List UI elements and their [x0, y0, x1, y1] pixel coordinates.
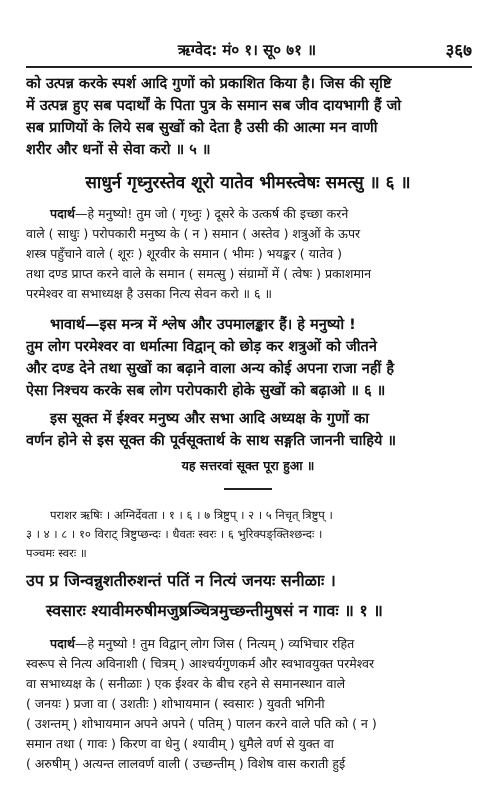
- section-divider: [224, 488, 272, 490]
- mantra-line: उप प्र जिन्वन्नुशतीरुशन्तं पतिं न नित्यं जनयः सनीळाः ।: [26, 571, 336, 590]
- sukta-summary: [26, 408, 470, 452]
- page-number: ३६७: [445, 41, 472, 61]
- text-line: ऐसा निश्चय करके सब लोग परोपकारी होके सुखों को बढ़ाओ ॥ ६ ॥: [26, 383, 386, 399]
- continuation-paragraph: [26, 73, 470, 161]
- padartha-label: पदार्थ: [50, 636, 75, 651]
- sukta-end-note: यह सत्तरवां सूक्त पूरा हुआ ॥: [181, 458, 315, 473]
- header-rule: [26, 66, 472, 68]
- text-line: ( उशन्तम् ) शोभायमान अपने अपने ( पतिम् ) पालन करने वाले पति को ( न ): [26, 716, 377, 731]
- padartha-6: [26, 204, 470, 304]
- bhavartha-6: [26, 314, 470, 402]
- text-line: शस्त्र पहुँचाने वाले ( शूरः ) शूरवीर के समान ( भीमः ) भयङ्कर ( यातेव ): [26, 246, 343, 261]
- text-line: और दण्ड देने तथा सुखों का बढ़ाने वाला अन्य कोई अपना राजा नहीं है: [26, 361, 395, 377]
- text-line: ( जनयः ) प्रजा वा ( उशतीः ) शोभायमान ( स्वसारः ) युवती भगिनी: [26, 696, 325, 711]
- text-line: —इस मन्त्र में श्लेष और उपमालङ्कार हैं। हे मनुष्यो !: [85, 317, 356, 333]
- text-line: पराशर ऋषिः । अग्निर्देवता । १ । ६ । ७ त्रिष्टुप् । २ । ५ निचृत् त्रिष्टुप् ।: [50, 508, 333, 522]
- text-line: में उत्पन्न हुए सब पदार्थों के पिता पुत्र के समान सब जीव दायभागी हैं जो: [26, 98, 402, 114]
- text-line: स्वरूप से नित्य अविनाशी ( चित्रम् ) आश्चर्यगुणकर्म और स्वभावयुक्त परमेश्वर: [26, 656, 375, 671]
- sukta-meta: [26, 506, 470, 563]
- text-line: —हे मनुष्यो ! तुम विद्वान् लोग जिस ( नित्यम् ) व्यभिचार रहित: [74, 636, 355, 651]
- text-line: सब प्राणियों के लिये सब सुखों को देता है उसी की आत्मा मन वाणी: [26, 120, 378, 136]
- running-title: ऋग्वेद: मं० १। सू० ७१ ॥: [177, 41, 317, 59]
- text-line: वा सभाध्यक्ष के ( सनीळाः ) एक ईश्वर के बीच रहने से समानस्थान वाले: [26, 676, 346, 691]
- text-line: परमेश्वर वा सभाध्यक्ष है उसका नित्य सेवन करो ॥ ६ ॥: [26, 286, 272, 301]
- page-header: [0, 40, 494, 62]
- text-line: ( अरुषीम् ) अत्यन्त लालवर्ण वाली ( उच्छन्तीम् ) विशेष वास कराती हुई: [26, 756, 346, 771]
- padartha-label: पदार्थ: [50, 206, 75, 221]
- text-line: समान तथा ( गावः ) किरण वा धेनु ( श्यावीम् ) धुमैले वर्ण से युक्त वा: [26, 736, 334, 751]
- text-line: तथा दण्ड प्राप्त करने वाले के समान ( समत्सु ) संग्रामों में ( त्वेषः ) प्रकाशमान: [26, 266, 372, 281]
- mantra-line: स्वसारः श्यावीमरुषीमजुष्रञ्चित्रमुच्छन्तीमुषसं न गावः ॥ १ ॥: [46, 601, 383, 620]
- text-line: को उत्पन्न करके स्पर्श आदि गुणों को प्रकाशित किया है। जिस की सृष्टि: [26, 76, 392, 92]
- mantra-6: साधुर्न गृध्नुरस्तेव शूरो यातेव भीमस्त्वेषः समत्सु ॥ ६ ॥: [85, 173, 411, 193]
- text-line: तुम लोग परमेश्वर वा धर्मात्मा विद्वान् को छोड़ कर शत्रुओं को जीतने: [26, 339, 377, 355]
- text-line: शरीर और धनों से सेवा करो ॥ ५ ॥: [26, 142, 211, 158]
- text-line: वर्णन होने से इस सूक्त की पूर्वसूक्तार्थ के साथ सङ्गति जाननी चाहिये ॥: [26, 433, 397, 449]
- text-line: ३ । ४ । ८ । १० विराट् त्रिष्टुप्छन्दः । धैवतः स्वरः । ६ भुरिक्पङ्क्तिश्छन्दः ।: [26, 527, 323, 541]
- padartha-1: [26, 634, 470, 774]
- text-line: इस सूक्त में ईश्वर मनुष्य और सभा आदि अध्यक्ष के गुणों का: [50, 411, 370, 427]
- mantra-1: [26, 566, 470, 626]
- text-line: वाले ( साधुः ) परोपकारी मनुष्य के ( न ) समान ( अस्तेव ) शत्रुओं के ऊपर: [26, 226, 361, 241]
- text-line: —हे मनुष्यो! तुम जो ( गृध्नुः ) दूसरे के उत्कर्ष की इच्छा करने: [74, 206, 349, 221]
- bhavartha-label: भावार्थ: [50, 317, 86, 333]
- text-line: पञ्चमः स्वरः ॥: [26, 546, 87, 560]
